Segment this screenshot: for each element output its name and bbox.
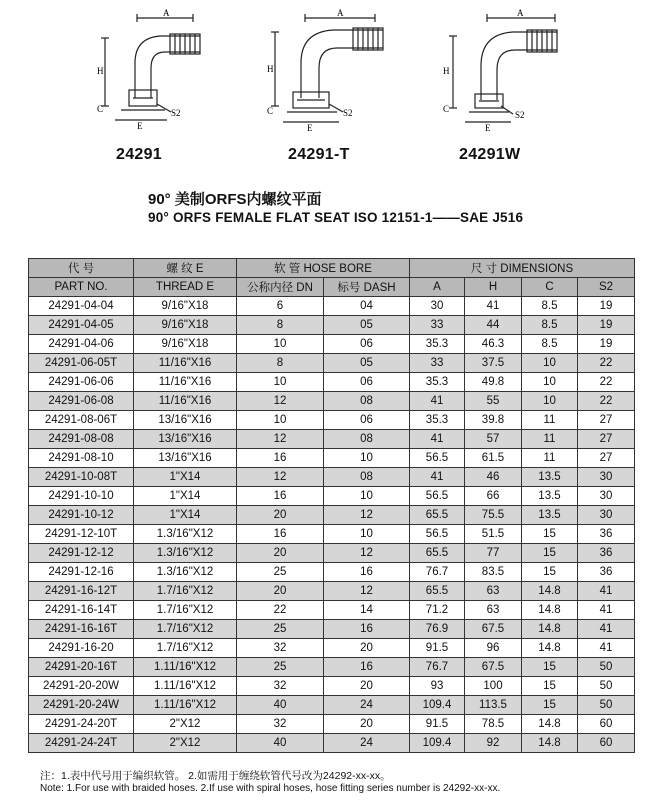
- table-row: [29, 392, 635, 411]
- cell-dim-c: 15: [522, 696, 578, 715]
- cell-part-no: 24291-06-08: [29, 392, 134, 411]
- cell-dash: 20: [324, 639, 410, 658]
- table-row: [29, 449, 635, 468]
- cell-dim-s2: 36: [578, 525, 635, 544]
- cell-dim-s2: 27: [578, 411, 635, 430]
- cell-dim-s2: 22: [578, 373, 635, 392]
- cell-dn: 20: [237, 582, 324, 601]
- cell-dim-h: 51.5: [465, 525, 522, 544]
- cell-dim-c: 10: [522, 354, 578, 373]
- cell-dim-a: 41: [410, 430, 465, 449]
- cell-dim-a: 71.2: [410, 601, 465, 620]
- cell-part-no: 24291-10-08T: [29, 468, 134, 487]
- cell-dash: 10: [324, 449, 410, 468]
- cell-dim-a: 65.5: [410, 582, 465, 601]
- cell-dash: 05: [324, 354, 410, 373]
- cell-part-no: 24291-16-16T: [29, 620, 134, 639]
- cell-part-no: 24291-12-16: [29, 563, 134, 582]
- cell-dim-c: 15: [522, 677, 578, 696]
- cell-dn: 40: [237, 696, 324, 715]
- header-part-no: PART NO.: [29, 278, 134, 297]
- cell-part-no: 24291-12-10T: [29, 525, 134, 544]
- cell-dim-s2: 36: [578, 544, 635, 563]
- cell-dash: 16: [324, 620, 410, 639]
- table-body: [29, 297, 635, 753]
- table-row: [29, 354, 635, 373]
- cell-thread: 1.11/16"X12: [134, 677, 237, 696]
- cell-dash: 08: [324, 468, 410, 487]
- cell-dim-s2: 19: [578, 316, 635, 335]
- cell-dim-h: 100: [465, 677, 522, 696]
- table-row: [29, 487, 635, 506]
- table-row: [29, 734, 635, 753]
- cell-part-no: 24291-24-24T: [29, 734, 134, 753]
- cell-dim-c: 13.5: [522, 506, 578, 525]
- cell-dim-h: 83.5: [465, 563, 522, 582]
- header-thread: 螺 纹 E: [134, 259, 237, 278]
- table-row: [29, 620, 635, 639]
- table-row: [29, 411, 635, 430]
- table-row: [29, 468, 635, 487]
- table-row: [29, 525, 635, 544]
- cell-dim-c: 14.8: [522, 639, 578, 658]
- header-dn: 公称内径 DN: [237, 278, 324, 297]
- cell-dn: 8: [237, 316, 324, 335]
- cell-dim-s2: 41: [578, 620, 635, 639]
- cell-dim-c: 15: [522, 525, 578, 544]
- note-english: Note: 1.For use with braided hoses. 2.If use with spiral hoses, hose fitting series number is 24292-xx-xx.: [40, 783, 501, 794]
- specification-table: [28, 258, 635, 753]
- cell-part-no: 24291-04-04: [29, 297, 134, 316]
- cell-dn: 25: [237, 658, 324, 677]
- cell-thread: 2"X12: [134, 734, 237, 753]
- cell-dim-s2: 50: [578, 677, 635, 696]
- cell-dash: 08: [324, 392, 410, 411]
- table-row: [29, 715, 635, 734]
- cell-dim-h: 46.3: [465, 335, 522, 354]
- cell-dim-h: 78.5: [465, 715, 522, 734]
- cell-dash: 04: [324, 297, 410, 316]
- cell-thread: 1.7/16"X12: [134, 582, 237, 601]
- cell-dim-c: 15: [522, 544, 578, 563]
- cell-dim-h: 37.5: [465, 354, 522, 373]
- cell-part-no: 24291-04-06: [29, 335, 134, 354]
- table-row: [29, 544, 635, 563]
- cell-dim-c: 14.8: [522, 734, 578, 753]
- cell-dim-s2: 27: [578, 449, 635, 468]
- cell-dim-a: 56.5: [410, 449, 465, 468]
- cell-dash: 16: [324, 563, 410, 582]
- cell-thread: 1.11/16"X12: [134, 658, 237, 677]
- title-chinese: 90° 美制ORFS内螺纹平面: [148, 191, 322, 208]
- cell-thread: 1"X14: [134, 506, 237, 525]
- cell-dash: 20: [324, 677, 410, 696]
- cell-dim-s2: 30: [578, 468, 635, 487]
- cell-dim-a: 35.3: [410, 373, 465, 392]
- header-h: H: [465, 278, 522, 297]
- header-dimensions: 尺 寸 DIMENSIONS: [410, 259, 635, 278]
- table-row: [29, 335, 635, 354]
- cell-thread: 9/16"X18: [134, 335, 237, 354]
- title-english: 90° ORFS FEMALE FLAT SEAT ISO 12151-1——SAE J516: [148, 210, 524, 225]
- cell-dn: 12: [237, 468, 324, 487]
- cell-dim-h: 67.5: [465, 620, 522, 639]
- cell-part-no: 24291-16-20: [29, 639, 134, 658]
- cell-thread: 9/16"X18: [134, 316, 237, 335]
- cell-dim-a: 56.5: [410, 525, 465, 544]
- cell-dim-c: 11: [522, 411, 578, 430]
- table-row: [29, 601, 635, 620]
- cell-dim-h: 61.5: [465, 449, 522, 468]
- model-label-2: 24291-T: [288, 146, 350, 163]
- cell-dn: 10: [237, 373, 324, 392]
- cell-part-no: 24291-20-24W: [29, 696, 134, 715]
- cell-dim-h: 92: [465, 734, 522, 753]
- cell-dim-c: 13.5: [522, 468, 578, 487]
- cell-dn: 16: [237, 449, 324, 468]
- cell-dim-a: 76.7: [410, 658, 465, 677]
- header-a: A: [410, 278, 465, 297]
- cell-dim-h: 77: [465, 544, 522, 563]
- cell-thread: 1.7/16"X12: [134, 639, 237, 658]
- cell-thread: 1.7/16"X12: [134, 620, 237, 639]
- cell-dim-a: 41: [410, 468, 465, 487]
- cell-thread: 1.11/16"X12: [134, 696, 237, 715]
- cell-dim-s2: 36: [578, 563, 635, 582]
- cell-dim-a: 93: [410, 677, 465, 696]
- cell-dim-h: 75.5: [465, 506, 522, 525]
- cell-dim-c: 14.8: [522, 715, 578, 734]
- cell-dim-c: 13.5: [522, 487, 578, 506]
- cell-dim-a: 41: [410, 392, 465, 411]
- cell-dash: 05: [324, 316, 410, 335]
- cell-part-no: 24291-08-08: [29, 430, 134, 449]
- table-row: [29, 373, 635, 392]
- cell-dim-h: 66: [465, 487, 522, 506]
- cell-dash: 06: [324, 335, 410, 354]
- cell-dim-s2: 50: [578, 696, 635, 715]
- cell-dim-h: 113.5: [465, 696, 522, 715]
- cell-dim-s2: 60: [578, 715, 635, 734]
- cell-dim-h: 46: [465, 468, 522, 487]
- cell-dim-a: 33: [410, 354, 465, 373]
- cell-dim-h: 49.8: [465, 373, 522, 392]
- header-s2: S2: [578, 278, 635, 297]
- cell-part-no: 24291-20-16T: [29, 658, 134, 677]
- cell-thread: 11/16"X16: [134, 354, 237, 373]
- header-hose-bore: 软 管 HOSE BORE: [237, 259, 410, 278]
- cell-thread: 1.3/16"X12: [134, 563, 237, 582]
- cell-dim-c: 8.5: [522, 335, 578, 354]
- cell-dn: 32: [237, 639, 324, 658]
- dim-e-label: E: [307, 123, 313, 133]
- cell-dn: 32: [237, 715, 324, 734]
- cell-dash: 24: [324, 734, 410, 753]
- cell-dim-h: 44: [465, 316, 522, 335]
- cell-dim-s2: 30: [578, 487, 635, 506]
- cell-dn: 22: [237, 601, 324, 620]
- cell-dim-a: 56.5: [410, 487, 465, 506]
- dim-s2-label: S2: [343, 108, 353, 118]
- dim-c-label: C: [97, 104, 104, 114]
- cell-dn: 25: [237, 620, 324, 639]
- table-row: [29, 658, 635, 677]
- cell-dn: 40: [237, 734, 324, 753]
- cell-thread: 1"X14: [134, 487, 237, 506]
- cell-dim-a: 91.5: [410, 715, 465, 734]
- cell-dim-a: 91.5: [410, 639, 465, 658]
- header-c: C: [522, 278, 578, 297]
- cell-dim-a: 109.4: [410, 734, 465, 753]
- cell-part-no: 24291-10-10: [29, 487, 134, 506]
- cell-dim-a: 65.5: [410, 506, 465, 525]
- cell-part-no: 24291-16-14T: [29, 601, 134, 620]
- table-row: [29, 582, 635, 601]
- cell-dash: 06: [324, 373, 410, 392]
- fitting-drawing-24291: [95, 8, 215, 133]
- cell-dim-a: 76.7: [410, 563, 465, 582]
- dim-a-label: A: [163, 8, 170, 18]
- table-row: [29, 563, 635, 582]
- cell-dim-c: 8.5: [522, 297, 578, 316]
- cell-dn: 25: [237, 563, 324, 582]
- cell-dn: 32: [237, 677, 324, 696]
- table-header-top: [29, 259, 635, 278]
- cell-dn: 20: [237, 506, 324, 525]
- cell-part-no: 24291-04-05: [29, 316, 134, 335]
- table-row: [29, 677, 635, 696]
- note-chinese: 注：1.表中代号用于编织软管。 2.如需用于缠绕软管代号改为24292-xx-xx。: [40, 770, 391, 782]
- cell-dim-a: 35.3: [410, 335, 465, 354]
- drawings-area: [0, 0, 663, 140]
- cell-thread: 13/16"X16: [134, 411, 237, 430]
- dim-s2-label: S2: [171, 108, 181, 118]
- cell-part-no: 24291-08-06T: [29, 411, 134, 430]
- cell-dn: 16: [237, 525, 324, 544]
- cell-thread: 1.3/16"X12: [134, 525, 237, 544]
- header-thread-e: THREAD E: [134, 278, 237, 297]
- cell-dim-h: 39.8: [465, 411, 522, 430]
- cell-dash: 24: [324, 696, 410, 715]
- header-code: 代 号: [29, 259, 134, 278]
- cell-dim-c: 11: [522, 449, 578, 468]
- cell-dim-c: 15: [522, 658, 578, 677]
- cell-dim-c: 11: [522, 430, 578, 449]
- dim-a-label: A: [337, 8, 344, 18]
- cell-dim-s2: 41: [578, 582, 635, 601]
- table-header-sub: [29, 278, 635, 297]
- cell-part-no: 24291-16-12T: [29, 582, 134, 601]
- cell-thread: 1.3/16"X12: [134, 544, 237, 563]
- dim-e-label: E: [485, 123, 491, 133]
- cell-dim-s2: 41: [578, 601, 635, 620]
- cell-dn: 10: [237, 411, 324, 430]
- table-row: [29, 506, 635, 525]
- cell-thread: 1.7/16"X12: [134, 601, 237, 620]
- cell-dim-a: 33: [410, 316, 465, 335]
- table-row: [29, 696, 635, 715]
- cell-dash: 12: [324, 544, 410, 563]
- cell-dim-s2: 19: [578, 297, 635, 316]
- cell-dim-c: 14.8: [522, 582, 578, 601]
- cell-part-no: 24291-20-20W: [29, 677, 134, 696]
- cell-dim-h: 67.5: [465, 658, 522, 677]
- cell-dim-a: 76.9: [410, 620, 465, 639]
- cell-part-no: 24291-24-20T: [29, 715, 134, 734]
- table-row: [29, 639, 635, 658]
- cell-dash: 14: [324, 601, 410, 620]
- cell-dim-h: 41: [465, 297, 522, 316]
- fitting-drawing-24291w: [435, 8, 565, 133]
- cell-dn: 12: [237, 430, 324, 449]
- dim-h-label: H: [267, 64, 274, 74]
- model-label-1: 24291: [116, 146, 162, 163]
- cell-dim-s2: 27: [578, 430, 635, 449]
- dim-c-label: C: [443, 104, 450, 114]
- cell-dim-c: 14.8: [522, 620, 578, 639]
- cell-dn: 8: [237, 354, 324, 373]
- fitting-drawing-24291-t: [265, 8, 395, 133]
- dim-h-label: H: [443, 66, 450, 76]
- cell-thread: 9/16"X18: [134, 297, 237, 316]
- cell-dim-c: 15: [522, 563, 578, 582]
- cell-dim-c: 10: [522, 373, 578, 392]
- cell-part-no: 24291-10-12: [29, 506, 134, 525]
- header-dash: 标号 DASH: [324, 278, 410, 297]
- dim-s2-label: S2: [515, 110, 525, 120]
- cell-dn: 10: [237, 335, 324, 354]
- cell-dn: 16: [237, 487, 324, 506]
- cell-dim-a: 65.5: [410, 544, 465, 563]
- cell-dn: 6: [237, 297, 324, 316]
- cell-thread: 13/16"X16: [134, 430, 237, 449]
- cell-dash: 06: [324, 411, 410, 430]
- cell-dim-s2: 19: [578, 335, 635, 354]
- cell-dim-h: 63: [465, 601, 522, 620]
- cell-dim-h: 63: [465, 582, 522, 601]
- cell-dim-s2: 50: [578, 658, 635, 677]
- cell-dim-a: 109.4: [410, 696, 465, 715]
- cell-dim-s2: 22: [578, 354, 635, 373]
- cell-dim-h: 57: [465, 430, 522, 449]
- table-row: [29, 430, 635, 449]
- cell-thread: 11/16"X16: [134, 373, 237, 392]
- cell-dim-a: 35.3: [410, 411, 465, 430]
- cell-dim-s2: 60: [578, 734, 635, 753]
- cell-part-no: 24291-06-06: [29, 373, 134, 392]
- cell-dim-s2: 41: [578, 639, 635, 658]
- cell-dn: 12: [237, 392, 324, 411]
- table-row: [29, 297, 635, 316]
- cell-dash: 10: [324, 487, 410, 506]
- cell-dim-c: 8.5: [522, 316, 578, 335]
- dim-c-label: C: [267, 106, 274, 116]
- cell-thread: 13/16"X16: [134, 449, 237, 468]
- cell-thread: 2"X12: [134, 715, 237, 734]
- cell-dash: 20: [324, 715, 410, 734]
- cell-dash: 08: [324, 430, 410, 449]
- dim-h-label: H: [97, 66, 104, 76]
- model-label-3: 24291W: [459, 146, 521, 163]
- cell-dn: 20: [237, 544, 324, 563]
- cell-part-no: 24291-06-05T: [29, 354, 134, 373]
- cell-dash: 10: [324, 525, 410, 544]
- cell-part-no: 24291-12-12: [29, 544, 134, 563]
- table-row: [29, 316, 635, 335]
- cell-dash: 16: [324, 658, 410, 677]
- dim-a-label: A: [517, 8, 524, 18]
- cell-dim-h: 96: [465, 639, 522, 658]
- cell-dim-a: 30: [410, 297, 465, 316]
- dim-e-label: E: [137, 121, 143, 131]
- cell-part-no: 24291-08-10: [29, 449, 134, 468]
- cell-dim-h: 55: [465, 392, 522, 411]
- cell-thread: 11/16"X16: [134, 392, 237, 411]
- cell-dash: 12: [324, 582, 410, 601]
- cell-dash: 12: [324, 506, 410, 525]
- cell-dim-c: 14.8: [522, 601, 578, 620]
- cell-dim-c: 10: [522, 392, 578, 411]
- cell-thread: 1"X14: [134, 468, 237, 487]
- cell-dim-s2: 30: [578, 506, 635, 525]
- cell-dim-s2: 22: [578, 392, 635, 411]
